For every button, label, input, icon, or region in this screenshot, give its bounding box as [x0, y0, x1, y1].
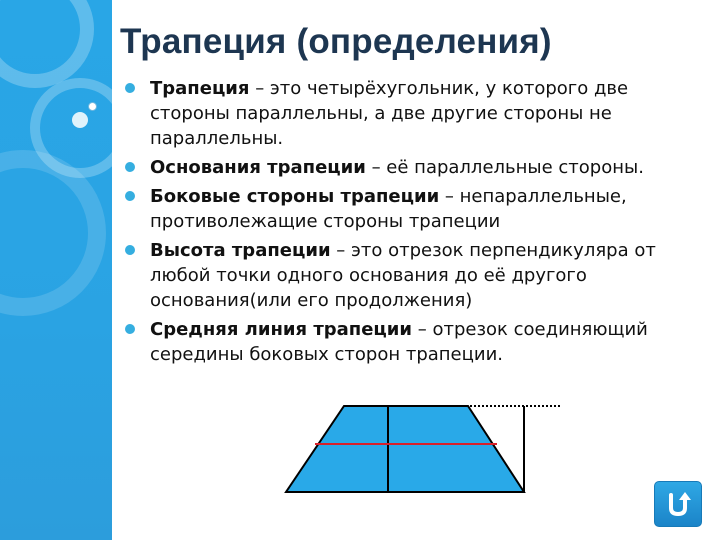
decorative-dot [72, 112, 88, 128]
definitions-list [122, 76, 682, 371]
definition-text: – непараллельные, противолежащие стороны трапеции [150, 186, 627, 232]
definition-text: – её параллельные стороны. [365, 157, 644, 178]
decorative-sidebar [0, 0, 112, 540]
definition-term: Основания трапеции [150, 157, 366, 178]
definition-text: – это четырёхугольник, у которого две стороны параллельны, а две другие стороны не параллельны. [150, 78, 629, 149]
slide-title: Трапеция (определения) [120, 22, 552, 61]
list-item [122, 184, 682, 234]
definition-term: Средняя линия трапеции [150, 319, 413, 340]
decorative-ring [0, 0, 94, 88]
bullet-icon [125, 191, 135, 201]
list-item [122, 238, 682, 313]
bullet-icon [125, 162, 135, 172]
definition-text: – это отрезок перпендикуляра от любой точки одного основания до её другого основания(или его продолжения) [150, 240, 656, 311]
trapezoid-shape [286, 406, 524, 492]
list-item [122, 76, 682, 151]
trapezoid-diagram [280, 398, 570, 498]
bullet-icon [125, 83, 135, 93]
definition-term: Боковые стороны трапеции [150, 186, 440, 207]
back-button[interactable] [654, 481, 702, 527]
return-arrow-icon [663, 489, 693, 519]
definition-term: Высота трапеции [150, 240, 331, 261]
list-item [122, 317, 682, 367]
definition-text: – отрезок соединяющий середины боковых сторон трапеции. [150, 319, 648, 365]
bullet-icon [125, 324, 135, 334]
bullet-icon [125, 245, 135, 255]
decorative-small-circle [88, 102, 97, 111]
definition-term: Трапеция [150, 78, 250, 99]
list-item [122, 155, 682, 180]
